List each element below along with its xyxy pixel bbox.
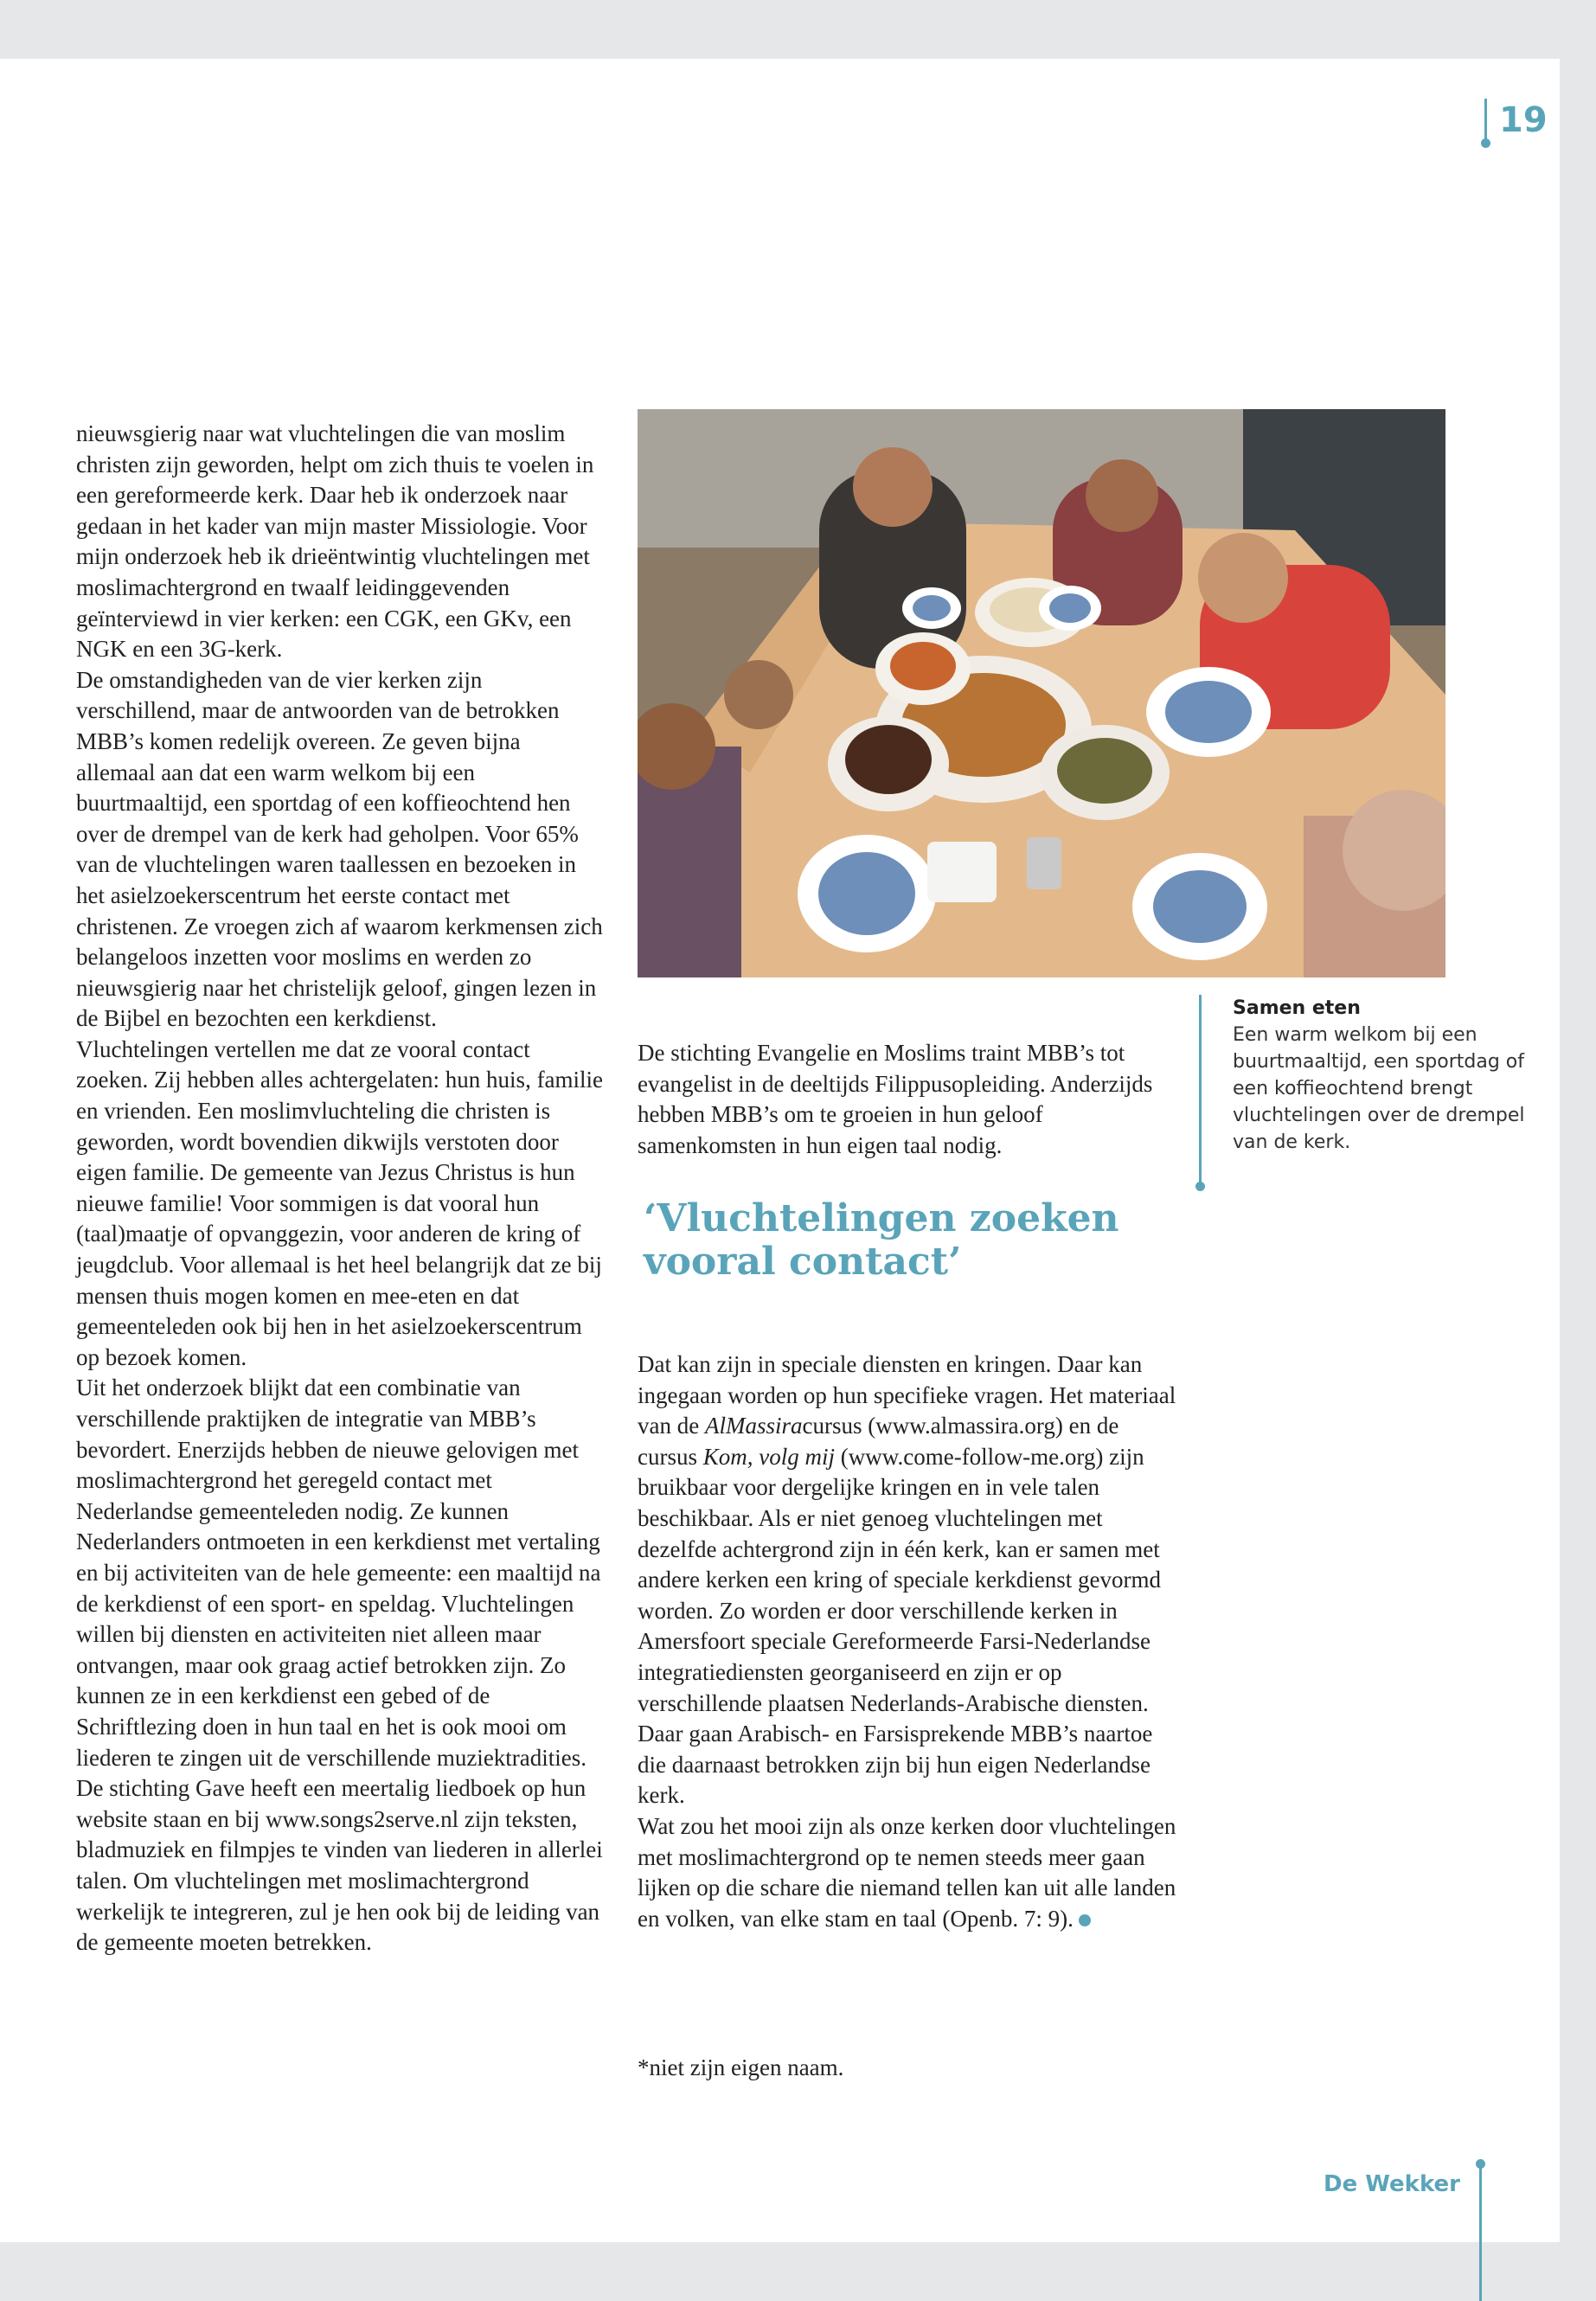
caption-dot bbox=[1195, 1182, 1205, 1191]
paragraph-6: Dat kan zijn in speciale diensten en kringen. Daar kan ingegaan worden op hun specifieke vragen. Het materiaal van de AlMassiracursus (www.almassira.org) en de cursus Kom, volg mij (www.come-follow-me.org) zijn bruikbaar voor dergelijke kringen en in vele talen beschikbaar. Als er niet genoeg vluchtelingen met dezelfde achtergrond zijn in één kerk, kan er samen met andere kerken een kring of speciale kerkdienst gevormd worden. Zo worden er door verschillende kerken in Amersfoort speciale Gereformeerde Farsi-Nederlandse integratiediensten georganiseerd en zijn er op verschillende plaatsen Nederlands-Arabische diensten. Daar gaan Arabisch- en Farsisprekende MBB’s naartoe die daarnaast betrokken zijn bij hun eigen Nederlandse kerk. bbox=[638, 1351, 1176, 1809]
paragraph-1: nieuwsgierig naar wat vluchtelingen die van moslim christen zijn geworden, helpt om zich thuis te voelen in een gereformeerde kerk. Daar heb ik onderzoek naar gedaan in het kader van mijn master Missiologie. Voor mijn onderzoek heb ik drieëntwintig vluchtelingen met moslimachtergrond en twaalf leidinggevenden geïnterviewd in vier kerken: een CGK, een GKv, een NGK en een 3G-kerk. bbox=[76, 420, 594, 663]
photo-shared-meal bbox=[638, 409, 1445, 977]
paragraph-3: Vluchtelingen vertellen me dat ze vooral contact zoeken. Zij hebben alles achtergelaten: hun huis, familie en vrienden. Een moslimvluchteling die christen is geworden, wordt bovendien dikwijls verstoten door eigen familie. De gemeente van Jezus Christus is hun nieuwe familie! Voor sommigen is dat vooral hun (taal)maatje of opvanggezin, voor anderen de kring of jeugdclub. Voor allemaal is het heel belangrijk dat ze bij mensen thuis mogen komen en mee-eten en dat gemeenteleden ook bij hen in het asielzoekerscentrum op bezoek komen. bbox=[76, 1035, 604, 1370]
article-column-1 bbox=[76, 419, 604, 1958]
page-number-dot bbox=[1481, 138, 1490, 148]
footnote: *niet zijn eigen naam. bbox=[638, 2054, 844, 2080]
footer-dot bbox=[1476, 2159, 1485, 2169]
end-mark-dot bbox=[1079, 1914, 1091, 1926]
paragraph-5: De stichting Evangelie en Moslims traint MBB’s tot evangelist in de deeltijds Filippusopleiding. Anderzijds hebben MBB’s om te groeien in hun geloof samenkomsten in hun eigen taal nodig. bbox=[638, 1040, 1153, 1158]
page-number: 19 bbox=[1484, 99, 1548, 142]
almassira-title: AlMassira bbox=[704, 1413, 803, 1439]
footer-brand: De Wekker bbox=[1324, 2171, 1460, 2197]
pull-quote: ‘Vluchtelingen zoeken vooral contact’ bbox=[644, 1196, 1119, 1284]
paragraph-7: Wat zou het mooi zijn als onze kerken door vluchtelingen met moslimachtergrond op te nemen steeds meer gaan lijken op die schare die niemand tellen kan uit alle landen en volken, van elke stam en taal (Openb. 7: 9). bbox=[638, 1812, 1176, 1932]
kom-volg-mij-title: Kom, volg mij bbox=[702, 1443, 835, 1470]
caption-text: Een warm welkom bij een buurtmaaltijd, een sportdag of een koffieochtend brengt vluchtelingen over de drempel van de kerk. bbox=[1233, 1024, 1525, 1153]
article-column-2 bbox=[638, 1349, 1183, 1934]
paragraph-2: De omstandigheden van de vier kerken zijn verschillend, maar de antwoorden van de betrokken MBB’s komen redelijk overeen. Ze geven bijna allemaal aan dat een warm welkom bij een buurtmaaltijd, een sportdag of een koffieochtend hen over de drempel van de kerk had geholpen. Voor 65% van de vluchtelingen waren taallessen en bezoeken in het asielzoekerscentrum het eerste contact met christenen. Ze vroegen zich af waarom kerkmensen zich belangeloos inzetten voor moslims en werden zo nieuwsgierig naar het christelijk geloof, gingen lezen in de Bijbel en bezochten een kerkdienst. bbox=[76, 666, 603, 1032]
photo-caption bbox=[1199, 995, 1527, 1185]
meal-photo-illustration bbox=[638, 409, 1445, 977]
caption-title: Samen eten bbox=[1233, 997, 1361, 1019]
paragraph-4: Uit het onderzoek blijkt dat een combinatie van verschillende praktijken de integratie van MBB’s bevordert. Enerzijds hebben de nieuwe gelovigen met moslimachtergrond het geregeld contact met Nederlandse gemeenteleden nodig. Ze kunnen Nederlanders ontmoeten in een kerkdienst met vertaling en bij activiteiten van de hele gemeente: een maaltijd na de kerkdienst of een sport- en speldag. Vluchtelingen willen bij diensten en activiteiten niet alleen maar ontvangen, maar ook graag actief betrokken zijn. Zo kunnen ze in een kerkdienst een gebed of de Schriftlezing doen in hun taal en het is ook mooi om liederen te zingen uit de verschillende muziektradities. De stichting Gave heeft een meertalig liedboek op hun website staan en bij www.songs2serve.nl zijn teksten, bladmuziek en filmpjes te vinden van liederen in allerlei talen. Om vluchtelingen met moslimachtergrond werkelijk te integreren, zul je hen ook bij de leiding van de gemeente moeten betrekken. bbox=[76, 1375, 603, 1956]
article-column-2-top bbox=[638, 1038, 1183, 1161]
footer bbox=[1324, 2163, 1482, 2301]
